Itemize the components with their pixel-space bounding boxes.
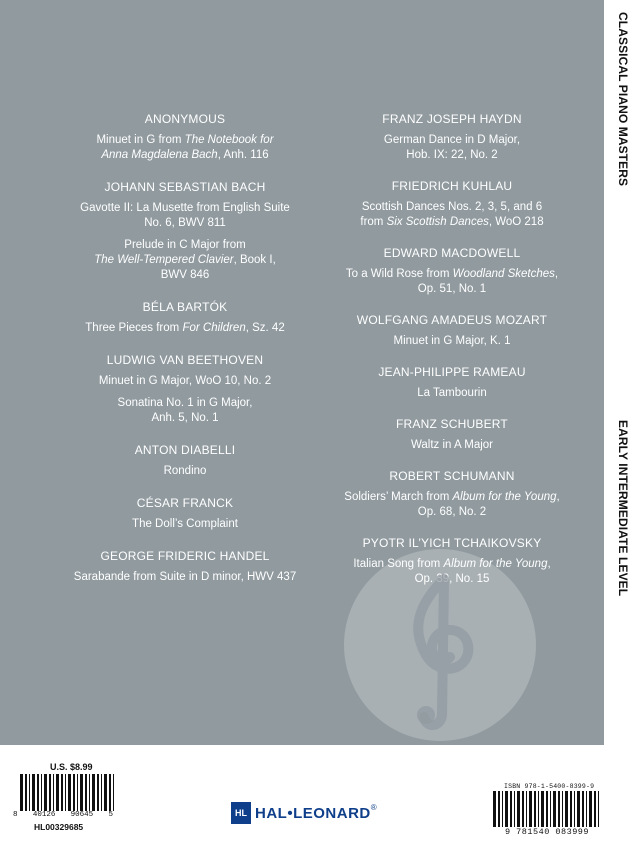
composer-name: JEAN-PHILIPPE RAMEAU — [378, 365, 526, 379]
item-code: HL00329685 — [34, 822, 84, 832]
work-text: German Dance in D Major, Hob. IX: 22, No. 2 — [383, 134, 521, 161]
barcode-bar — [550, 791, 551, 827]
series-title: CLASSICAL PIANO MASTERS — [616, 12, 630, 187]
work-collection-title: The Well-Tempered Clavier — [94, 254, 234, 266]
barcode-bar — [37, 774, 39, 811]
barcode-bar — [29, 774, 30, 811]
works-list — [60, 201, 310, 283]
barcode-bar — [514, 791, 515, 827]
work-title — [327, 133, 577, 163]
work-collection-title: Album for the Young — [452, 491, 557, 503]
composer-name: ANTON DIABELLI — [134, 443, 236, 457]
barcode-bar — [97, 774, 99, 811]
barcode-bar — [68, 774, 71, 811]
works-list — [327, 334, 577, 349]
spine — [604, 0, 640, 853]
composer-entry — [327, 112, 577, 163]
composer-entry — [60, 549, 310, 585]
work-title — [327, 267, 577, 297]
work-collection-title: Six Scottish Dances — [386, 216, 489, 228]
barcode-bar — [553, 791, 556, 827]
barcode-bar — [577, 791, 580, 827]
work-title — [60, 570, 310, 585]
barcode-bar — [109, 774, 111, 811]
works-list — [327, 200, 577, 230]
composer-name: LUDWIG VAN BEETHOVEN — [106, 353, 264, 367]
work-title — [327, 386, 577, 401]
publisher-logo — [231, 799, 377, 827]
barcode-bar — [113, 774, 114, 811]
upc-barcode — [18, 774, 118, 811]
composer-name: PYOTR IL’YICH TCHAIKOVSKY — [362, 536, 542, 550]
work-title — [60, 201, 310, 231]
composer-entry — [60, 112, 310, 163]
price-label: U.S. $8.99 — [50, 762, 93, 772]
barcode-bar — [77, 774, 78, 811]
barcode-bar — [589, 791, 592, 827]
barcode-bar — [502, 791, 503, 827]
barcode-bar — [89, 774, 90, 811]
works-list — [60, 570, 310, 585]
work-title — [327, 334, 577, 349]
work-title — [60, 517, 310, 532]
work-collection-title: For Children — [182, 322, 246, 334]
work-title — [60, 374, 310, 389]
barcode-bar — [53, 774, 54, 811]
barcode-bar — [73, 774, 75, 811]
barcode-bar — [61, 774, 63, 811]
work-text: , Anh. 116 — [217, 149, 269, 161]
composer-entry — [327, 365, 577, 401]
work-text: Soldiers’ March from — [344, 491, 453, 503]
work-text: Minuet in G Major, K. 1 — [393, 335, 511, 347]
composer-entry — [327, 246, 577, 297]
work-text: Italian Song from — [353, 558, 444, 570]
barcode-bar — [493, 791, 496, 827]
treble-clef-icon — [340, 545, 540, 745]
barcode-bar — [505, 791, 508, 827]
work-text: The Doll’s Complaint — [132, 518, 238, 530]
composer-entry — [327, 469, 577, 520]
work-title — [60, 133, 310, 163]
works-list — [60, 374, 310, 426]
work-text: To a Wild Rose from — [345, 268, 453, 280]
work-text: , Op. 68, No. 2 — [417, 491, 560, 518]
barcode-bar — [92, 774, 95, 811]
barcode-bar — [85, 774, 87, 811]
left-column — [60, 112, 310, 602]
barcode-bar — [598, 791, 599, 827]
work-text: Waltz in A Major — [410, 439, 494, 451]
barcode-bar — [20, 774, 23, 811]
composer-entry — [60, 300, 310, 336]
work-text: Scottish Dances Nos. 2, 3, 5, and 6 from — [360, 201, 543, 228]
upc-digits — [13, 811, 113, 819]
work-title — [327, 490, 577, 520]
composer-entry — [60, 443, 310, 479]
barcode-bar — [65, 774, 66, 811]
composer-name: GEORGE FRIDERIC HANDEL — [100, 549, 270, 563]
barcode-bar — [586, 791, 587, 827]
composer-entry — [327, 417, 577, 453]
back-cover-footer — [0, 745, 604, 853]
barcode-bar — [522, 791, 524, 827]
work-text: Rondino — [163, 465, 207, 477]
barcode-bar — [562, 791, 563, 827]
work-title — [60, 238, 310, 283]
barcode-bar — [56, 774, 59, 811]
upc-digit-group: 40126 — [32, 811, 56, 819]
work-title — [60, 396, 310, 426]
work-text: , Op. 51, No. 1 — [417, 268, 559, 295]
work-title — [327, 438, 577, 453]
right-column — [327, 112, 577, 603]
works-list — [60, 464, 310, 479]
barcode-bar — [526, 791, 527, 827]
registered-mark: ® — [370, 803, 377, 812]
works-list — [327, 386, 577, 401]
composer-entry — [327, 179, 577, 230]
works-list — [60, 321, 310, 336]
work-text: Minuet in G from — [96, 134, 185, 146]
work-collection-title: Album for the Young — [443, 558, 548, 570]
work-title — [60, 321, 310, 336]
isbn-barcode — [491, 791, 603, 827]
work-text: Sonatina No. 1 in G Major, Anh. 5, No. 1 — [117, 397, 253, 424]
work-text: Three Pieces from — [85, 322, 183, 334]
barcode-bar — [574, 791, 575, 827]
barcode-bar — [41, 774, 42, 811]
work-text: , WoO 218 — [488, 216, 544, 228]
barcode-bar — [49, 774, 51, 811]
barcode-bar — [80, 774, 83, 811]
isbn-label: ISBN 978-1-5400-8399-9 — [504, 783, 595, 790]
works-list — [60, 517, 310, 532]
work-text: La Tambourin — [417, 387, 487, 399]
composer-name: ROBERT SCHUMANN — [389, 469, 515, 483]
work-title — [327, 200, 577, 230]
upc-digit-group: 5 — [108, 811, 113, 819]
barcode-bar — [101, 774, 102, 811]
barcode-bar — [534, 791, 536, 827]
composer-name: CÉSAR FRANCK — [136, 496, 234, 510]
work-collection-title: The Notebook for Anna Magdalena Bach — [101, 134, 274, 161]
composer-name: ANONYMOUS — [144, 112, 226, 126]
composer-entry — [60, 180, 310, 283]
composer-name: EDWARD MACDOWELL — [383, 246, 521, 260]
composer-name: FRIEDRICH KUHLAU — [391, 179, 513, 193]
barcode-bar — [25, 774, 27, 811]
barcode-bar — [104, 774, 107, 811]
composer-name: FRANZ SCHUBERT — [396, 417, 508, 431]
barcode-bar — [32, 774, 35, 811]
barcode-bar — [541, 791, 544, 827]
publisher-mark: HL — [231, 802, 251, 824]
composer-name: WOLFGANG AMADEUS MOZART — [356, 313, 548, 327]
works-list — [327, 438, 577, 453]
work-text: Prelude in C Major from — [124, 239, 246, 251]
work-text: Gavotte II: La Musette from English Suite No. 6, BWV 811 — [80, 202, 290, 229]
composer-entry — [60, 496, 310, 532]
barcode-bar — [498, 791, 500, 827]
composer-name: BÉLA BARTÓK — [142, 300, 228, 314]
barcode-bar — [538, 791, 539, 827]
upc-digit-group: 90645 — [70, 811, 94, 819]
composer-entry — [60, 353, 310, 426]
barcode-bar — [529, 791, 532, 827]
upc-digit-group: 8 — [13, 811, 18, 819]
barcode-bar — [582, 791, 584, 827]
isbn-digits: 9 781540 083999 — [504, 827, 589, 837]
barcode-bar — [570, 791, 572, 827]
barcode-bar — [546, 791, 548, 827]
publisher-name: HAL•LEONARD — [255, 804, 371, 822]
barcode-bar — [565, 791, 568, 827]
barcode-bar — [594, 791, 596, 827]
work-text: , Book I, BWV 846 — [160, 254, 276, 281]
composer-entry — [327, 313, 577, 349]
work-text: Minuet in G Major, WoO 10, No. 2 — [98, 375, 272, 387]
barcode-bar — [510, 791, 512, 827]
composer-name: FRANZ JOSEPH HAYDN — [382, 112, 522, 126]
barcode-bar — [517, 791, 520, 827]
level-label: EARLY INTERMEDIATE LEVEL — [616, 420, 630, 597]
work-title — [60, 464, 310, 479]
barcode-bar — [44, 774, 47, 811]
work-text: Sarabande from Suite in D minor, HWV 437 — [73, 571, 297, 583]
works-list — [60, 133, 310, 163]
barcode-bar — [558, 791, 560, 827]
work-text: , Sz. 42 — [245, 322, 285, 334]
work-text: , Op. 39, No. 15 — [414, 558, 551, 585]
work-collection-title: Woodland Sketches — [452, 268, 555, 280]
works-list — [327, 490, 577, 520]
composer-name: JOHANN SEBASTIAN BACH — [104, 180, 266, 194]
works-list — [327, 133, 577, 163]
works-list — [327, 267, 577, 297]
